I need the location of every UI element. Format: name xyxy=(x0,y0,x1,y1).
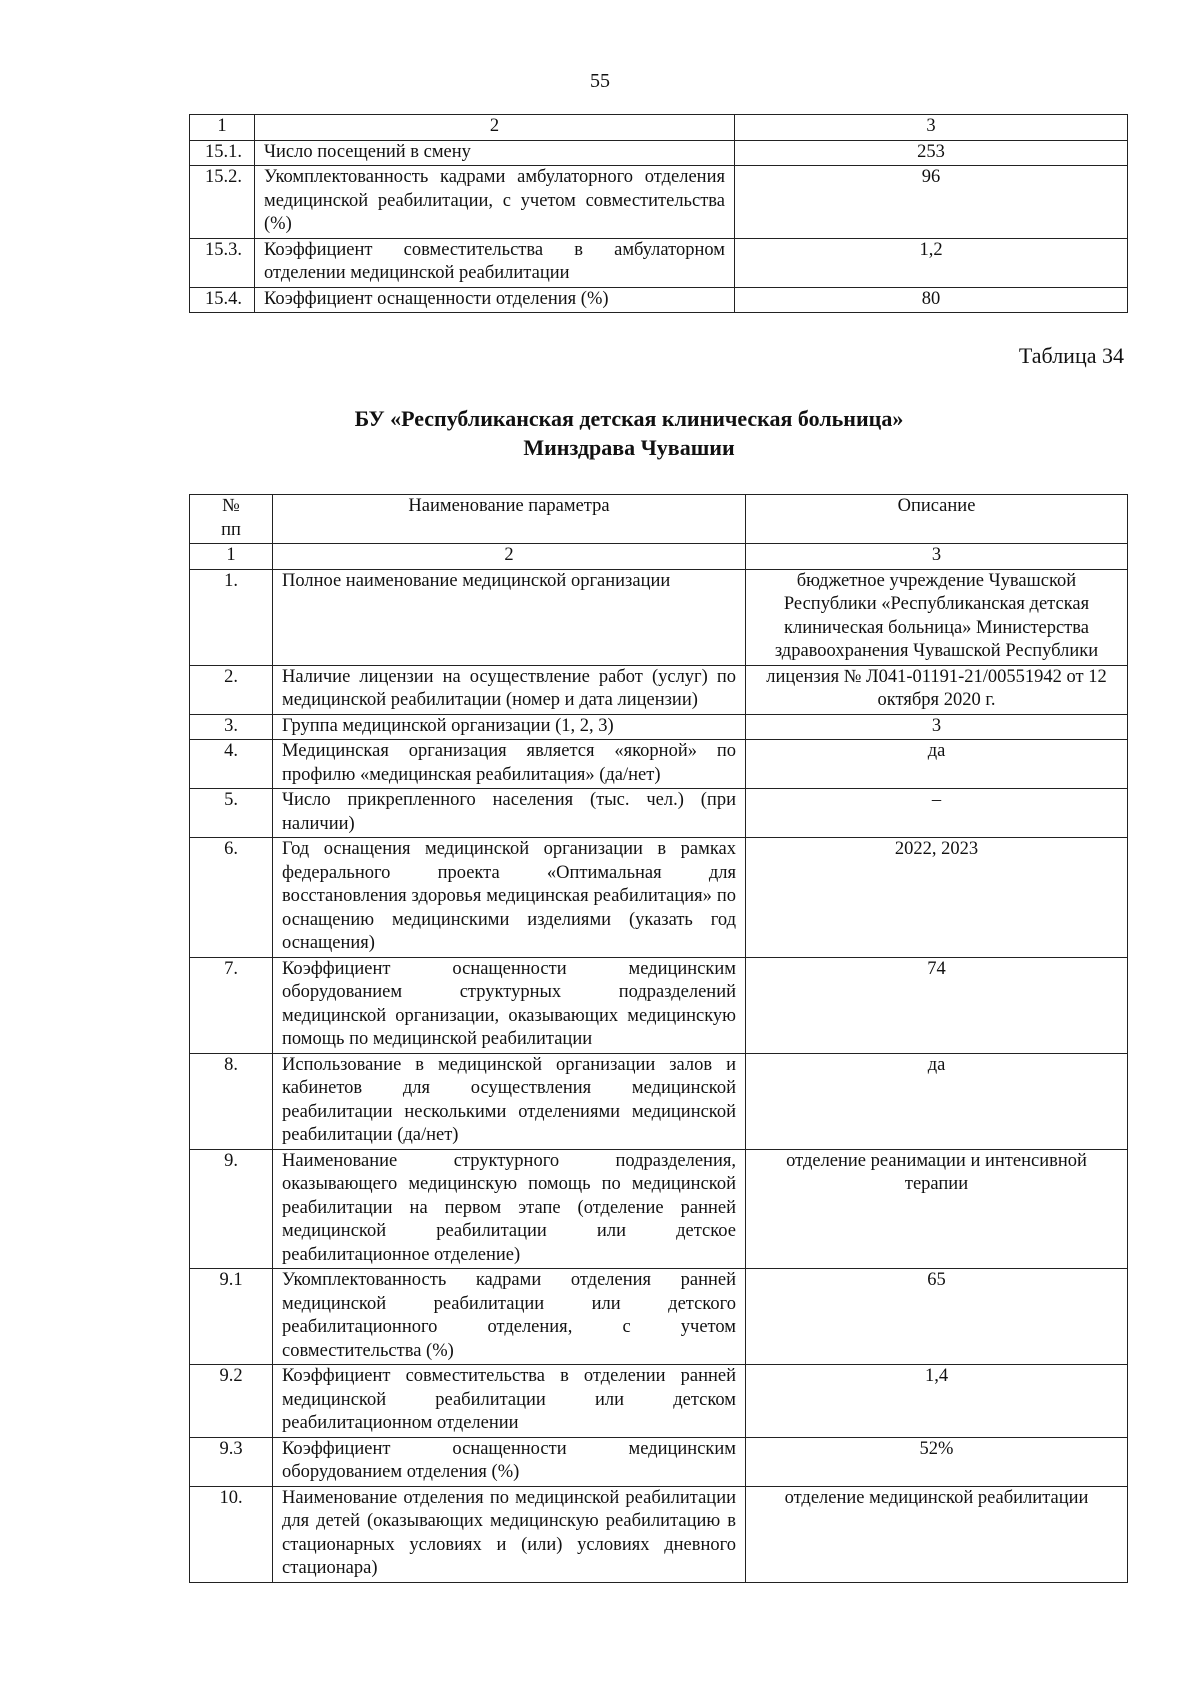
value-cell: 74 xyxy=(746,957,1128,1053)
table-34-body xyxy=(190,495,1128,1583)
row-number: 9.3 xyxy=(190,1437,273,1486)
column-number-cell: 2 xyxy=(273,544,746,570)
value-cell: отделение реанимации и интенсивной терапии xyxy=(746,1149,1128,1269)
row-number: 9. xyxy=(190,1149,273,1269)
table-column-number-row xyxy=(190,544,1128,570)
parameter-cell: Коэффициент оснащенности отделения (%) xyxy=(255,287,735,313)
row-number: 3. xyxy=(190,714,273,740)
column-number-cell: 1 xyxy=(190,544,273,570)
table-row xyxy=(190,238,1128,287)
row-number: 15.3. xyxy=(190,238,255,287)
table-row xyxy=(190,1365,1128,1438)
table-row xyxy=(190,1486,1128,1582)
table-row xyxy=(190,789,1128,838)
value-cell: 96 xyxy=(735,166,1128,239)
value-cell: 65 xyxy=(746,1269,1128,1365)
table-row xyxy=(190,1053,1128,1149)
table-34 xyxy=(189,494,1128,1583)
row-number: 15.4. xyxy=(190,287,255,313)
value-cell: 1,2 xyxy=(735,238,1128,287)
table-header-row xyxy=(190,115,1128,141)
parameter-cell: Использование в медицинской организации залов и кабинетов для осуществления медицинской реабилитации несколькими отделениями медицинской реабилитации (да/нет) xyxy=(273,1053,746,1149)
table-row xyxy=(190,140,1128,166)
parameter-cell: Коэффициент оснащенности медицинским оборудованием структурных подразделений медицинской организации, оказывающих медицинскую помощь по медицинской реабилитации xyxy=(273,957,746,1053)
table-continuation xyxy=(189,114,1128,313)
value-cell: да xyxy=(746,740,1128,789)
parameter-cell: Полное наименование медицинской организации xyxy=(273,569,746,665)
row-number: 15.1. xyxy=(190,140,255,166)
section-heading xyxy=(0,404,1200,462)
table-row xyxy=(190,1437,1128,1486)
table-row xyxy=(190,166,1128,239)
value-cell: 253 xyxy=(735,140,1128,166)
value-cell: отделение медицинской реабилитации xyxy=(746,1486,1128,1582)
row-number: 1. xyxy=(190,569,273,665)
heading-line-2: Минздрава Чувашии xyxy=(523,435,735,460)
row-number: 15.2. xyxy=(190,166,255,239)
row-number: 9.1 xyxy=(190,1269,273,1365)
value-cell: лицензия № Л041-01191-21/00551942 от 12 октября 2020 г. xyxy=(746,665,1128,714)
table-row xyxy=(190,1149,1128,1269)
row-number: 10. xyxy=(190,1486,273,1582)
column-header-number: № пп xyxy=(190,495,273,544)
column-header-parameter: Наименование параметра xyxy=(273,495,746,544)
table-row xyxy=(190,569,1128,665)
column-number-cell: 2 xyxy=(255,115,735,141)
parameter-cell: Укомплектованность кадрами отделения ранней медицинской реабилитации или детского реабилитационного отделения, с учетом совместительства (%) xyxy=(273,1269,746,1365)
value-cell: 52% xyxy=(746,1437,1128,1486)
column-number-cell: 1 xyxy=(190,115,255,141)
parameter-cell: Наличие лицензии на осуществление работ (услуг) по медицинской реабилитации (номер и дата лицензии) xyxy=(273,665,746,714)
table-row xyxy=(190,287,1128,313)
table-column-header-row xyxy=(190,495,1128,544)
table-row xyxy=(190,740,1128,789)
heading-line-1: БУ «Республиканская детская клиническая больница» xyxy=(354,406,904,431)
column-number-cell: 3 xyxy=(746,544,1128,570)
row-number: 7. xyxy=(190,957,273,1053)
table-row xyxy=(190,665,1128,714)
table-row xyxy=(190,714,1128,740)
table-continuation-body xyxy=(190,115,1128,313)
column-header-description: Описание xyxy=(746,495,1128,544)
parameter-cell: Укомплектованность кадрами амбулаторного отделения медицинской реабилитации, с учетом совместительства (%) xyxy=(255,166,735,239)
parameter-cell: Коэффициент оснащенности медицинским оборудованием отделения (%) xyxy=(273,1437,746,1486)
value-cell: 1,4 xyxy=(746,1365,1128,1438)
row-number: 9.2 xyxy=(190,1365,273,1438)
parameter-cell: Год оснащения медицинской организации в рамках федерального проекта «Оптимальная для восстановления здоровья медицинская реабилитация» по оснащению медицинскими изделиями (указать год оснащения) xyxy=(273,838,746,958)
value-cell: – xyxy=(746,789,1128,838)
table-row xyxy=(190,838,1128,958)
parameter-cell: Группа медицинской организации (1, 2, 3) xyxy=(273,714,746,740)
row-number: 8. xyxy=(190,1053,273,1149)
parameter-cell: Наименование отделения по медицинской реабилитации для детей (оказывающих медицинскую реабилитацию в стационарных условиях и (или) условиях дневного стационара) xyxy=(273,1486,746,1582)
table-caption: Таблица 34 xyxy=(1018,343,1124,368)
value-cell: 80 xyxy=(735,287,1128,313)
value-cell: 2022, 2023 xyxy=(746,838,1128,958)
row-number: 5. xyxy=(190,789,273,838)
value-cell: 3 xyxy=(746,714,1128,740)
parameter-cell: Наименование структурного подразделения, оказывающего медицинскую помощь по медицинской реабилитации на первом этапе (отделение ранней медицинской реабилитации или детское реабилитационное отделение) xyxy=(273,1149,746,1269)
parameter-cell: Коэффициент совместительства в отделении ранней медицинской реабилитации или детском реабилитационном отделении xyxy=(273,1365,746,1438)
page-number: 55 xyxy=(590,70,610,92)
parameter-cell: Коэффициент совместительства в амбулаторном отделении медицинской реабилитации xyxy=(255,238,735,287)
table-row xyxy=(190,957,1128,1053)
value-cell: да xyxy=(746,1053,1128,1149)
row-number: 6. xyxy=(190,838,273,958)
row-number: 4. xyxy=(190,740,273,789)
table-row xyxy=(190,1269,1128,1365)
parameter-cell: Число посещений в смену xyxy=(255,140,735,166)
value-cell: бюджетное учреждение Чувашской Республики «Республиканская детская клиническая больница» Министерства здравоохранения Чувашской Республики xyxy=(746,569,1128,665)
parameter-cell: Число прикрепленного населения (тыс. чел.) (при наличии) xyxy=(273,789,746,838)
row-number: 2. xyxy=(190,665,273,714)
column-number-cell: 3 xyxy=(735,115,1128,141)
parameter-cell: Медицинская организация является «якорной» по профилю «медицинская реабилитация» (да/нет) xyxy=(273,740,746,789)
